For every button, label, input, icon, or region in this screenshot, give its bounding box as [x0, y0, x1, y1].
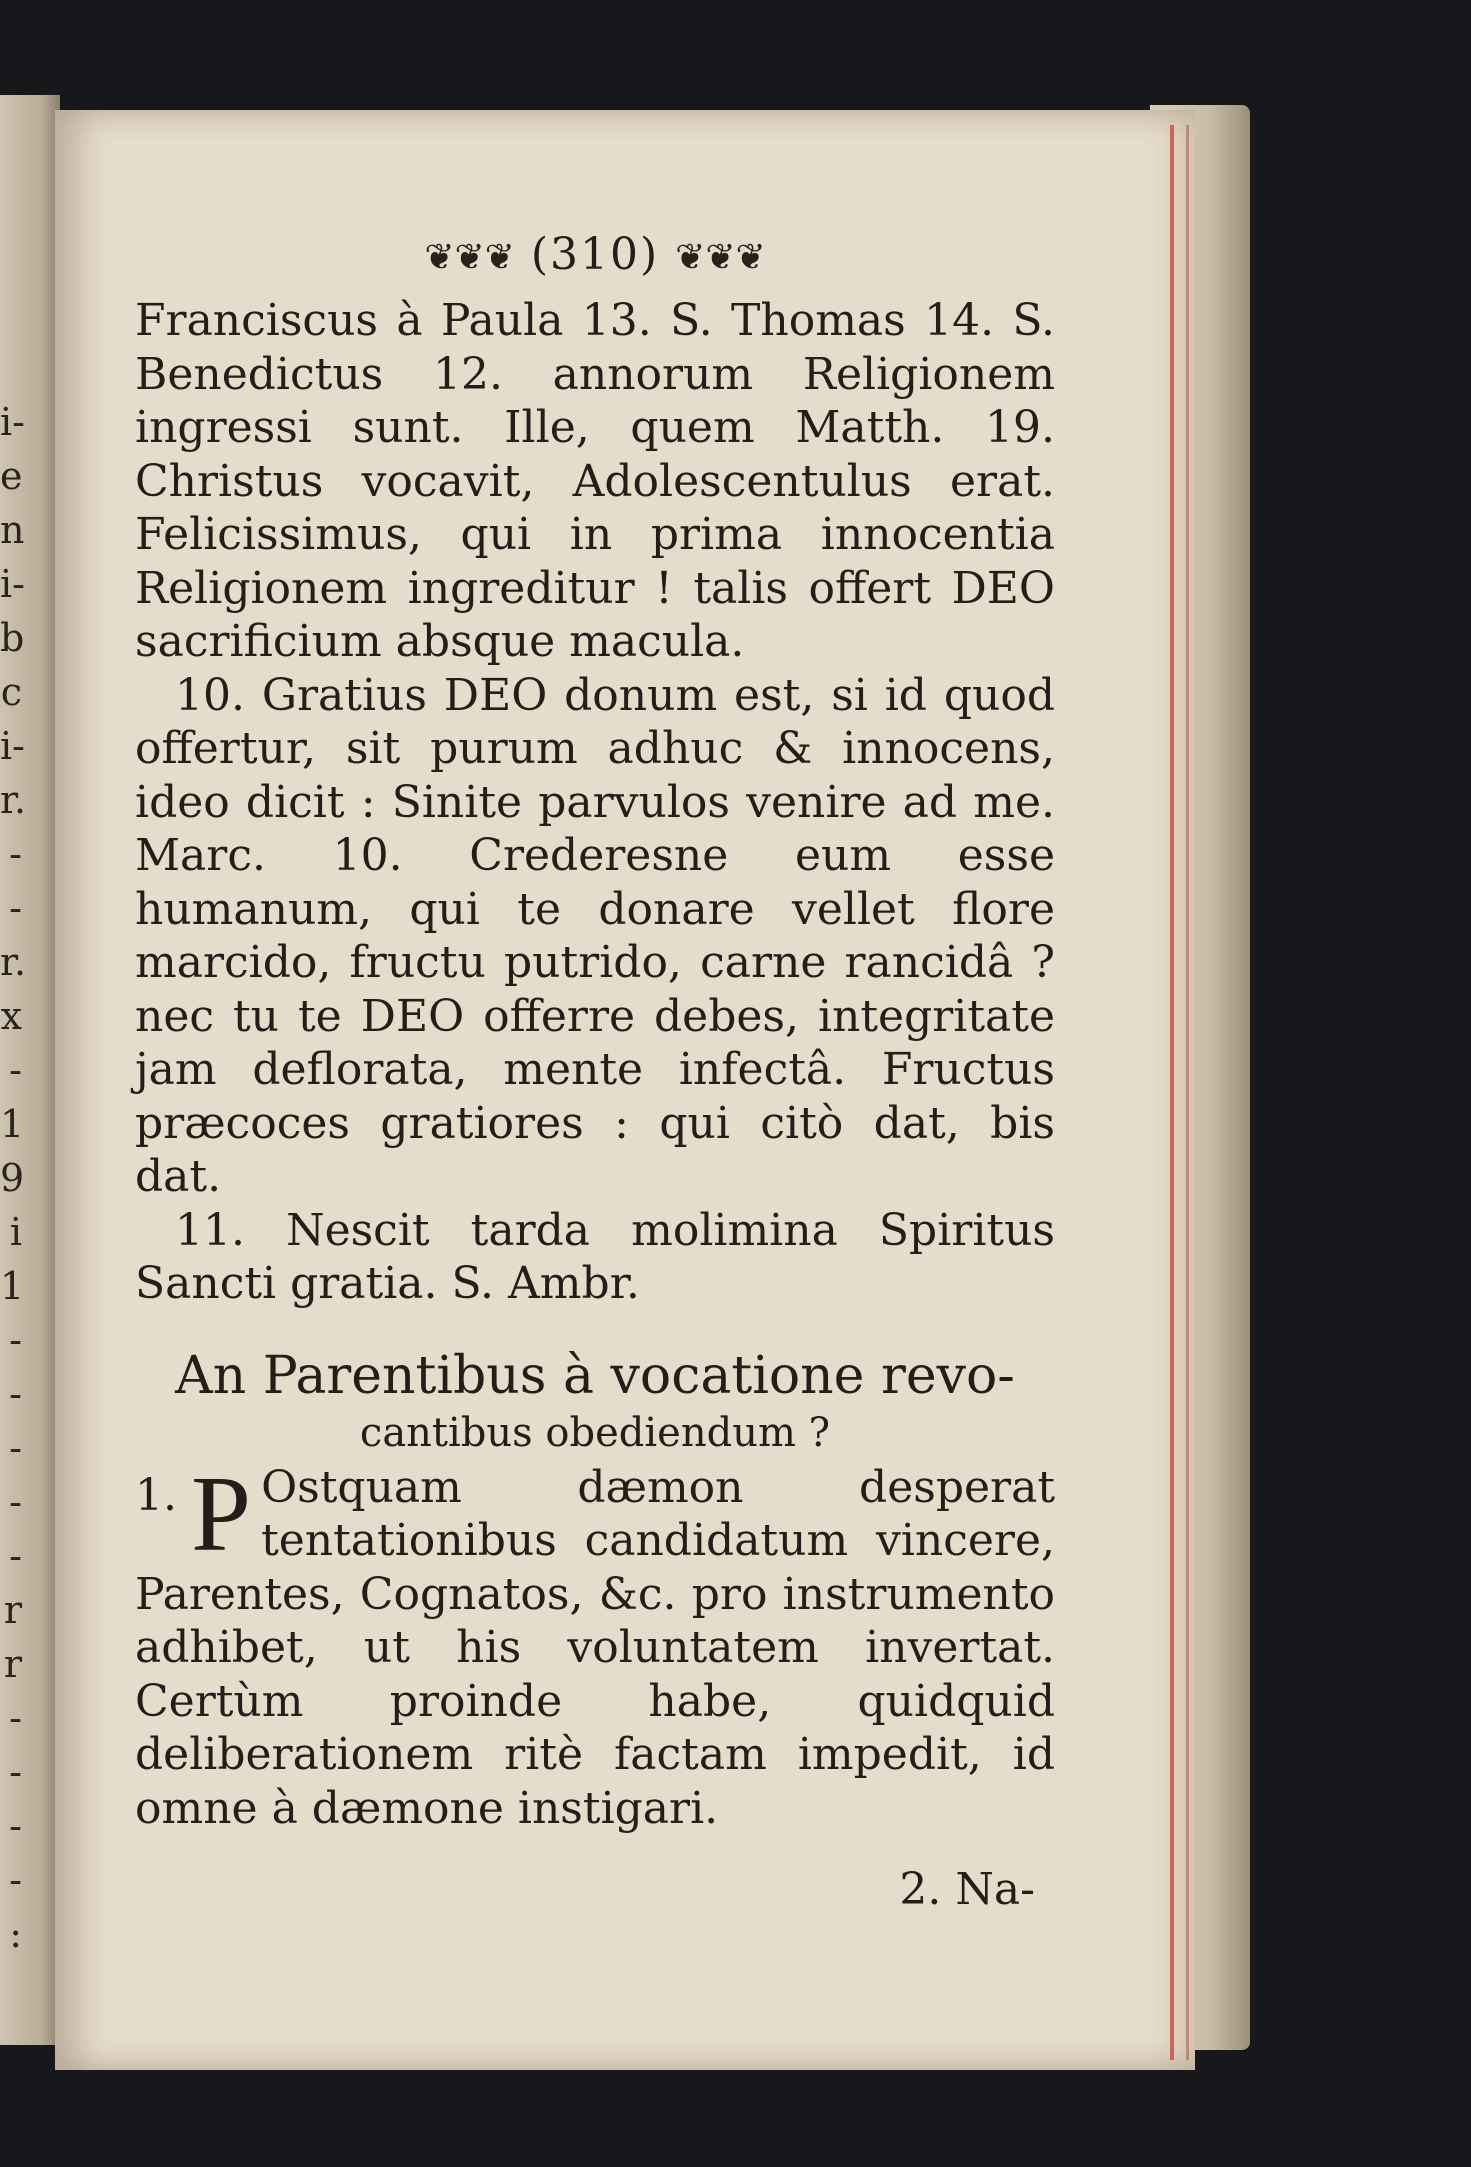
- paragraph-11: 11. Nescit tarda molimina Spiritus Sancti gratia. S. Ambr.: [135, 1204, 1055, 1309]
- facing-page-fragment: -: [9, 1750, 22, 1794]
- page-header: [135, 225, 1055, 288]
- numbered-paragraph-1: [135, 1454, 1055, 1836]
- facing-page-fragment: b: [0, 616, 25, 660]
- facing-page-fragment: -: [9, 1426, 22, 1470]
- facing-page-fragment: -: [9, 1480, 22, 1524]
- facing-page-fragment: -: [9, 1858, 22, 1902]
- facing-page-fragment: :: [9, 1912, 22, 1956]
- facing-page-fragment: r.: [0, 778, 27, 822]
- catchword: 2. Na-: [899, 1864, 1035, 1915]
- section-heading-line1: An Parentibus à vocatione revo-: [175, 1345, 1015, 1406]
- facing-page-edge: [0, 95, 60, 2045]
- facing-page-fragment: -: [9, 832, 22, 876]
- paragraph-10: 10. Gratius DEO donum est, si id quod offertur, sit purum adhuc & innocens, ideo dicit : Sinite parvulos venire ad me. Marc. 10. Crederesne eum esse humanum, qui te donare vellet flore marcido, fructu putrido, carne rancidâ ? nec tu te DEO offerre debes, integritate jam deflorata, mente infectâ. Fructus præcoces gratiores : qui citò dat, bis dat.: [135, 669, 1055, 1202]
- red-page-edge: [1170, 125, 1174, 2060]
- facing-page-fragment: r: [3, 1642, 22, 1686]
- facing-page-fragment: -: [9, 1534, 22, 1578]
- ornament-right: ❦❦❦: [675, 237, 766, 278]
- drop-cap: P: [190, 1454, 252, 1574]
- numbered-text: Ostquam dæmon desperat tentationibus candidatum vincere, Parentes, Cognatos, &c. pro instrumento adhibet, ut his voluntatem invertat. Certùm proinde habe, quidquid deliberationem ritè factam impedit, id omne à dæmone instigari.: [135, 1461, 1055, 1834]
- facing-page-fragment: x: [0, 994, 22, 1038]
- facing-page-fragment: r: [3, 1588, 22, 1632]
- ornament-left: ❦❦❦: [424, 237, 515, 278]
- facing-page-fragment: -: [9, 886, 22, 930]
- red-page-edge-inner: [1186, 125, 1189, 2060]
- facing-page-fragment: r.: [0, 940, 27, 984]
- facing-page-fragment: e: [0, 454, 23, 498]
- facing-page-fragment: -: [9, 1318, 22, 1362]
- page-text: [135, 225, 1055, 1917]
- facing-page-fragment: i-: [0, 724, 25, 768]
- facing-page-fragment: -: [9, 1804, 22, 1848]
- facing-page-fragment: 1: [0, 1264, 25, 1308]
- facing-page-fragment: i-: [0, 562, 25, 606]
- facing-page-fragment: -: [9, 1372, 22, 1416]
- numbered-label: 1.: [135, 1469, 177, 1521]
- section-heading-line2: cantibus obediendum ?: [359, 1409, 831, 1456]
- facing-page-fragments: [0, 395, 27, 1961]
- facing-page-fragment: i-: [0, 400, 25, 444]
- paragraph-continued: Franciscus à Paula 13. S. Thomas 14. S. Benedictus 12. annorum Religionem ingressi sunt. Ille, quem Matth. 19. Christus vocavit, Adolescentulus erat. Felicissimus, qui in prima innocentia Religionem ingreditur ! talis offert DEO sacrificium absque macula.: [135, 295, 1055, 667]
- section-heading: [135, 1347, 1055, 1461]
- page-number: (310): [530, 229, 660, 280]
- facing-page-fragment: n: [0, 508, 25, 552]
- facing-page-fragment: c: [0, 670, 22, 714]
- facing-page-fragment: 9: [0, 1156, 25, 1200]
- facing-page-fragment: -: [9, 1048, 22, 1092]
- facing-page-fragment: -: [9, 1696, 22, 1740]
- facing-page-fragment: 1: [0, 1102, 25, 1146]
- facing-page-fragment: i: [9, 1210, 22, 1254]
